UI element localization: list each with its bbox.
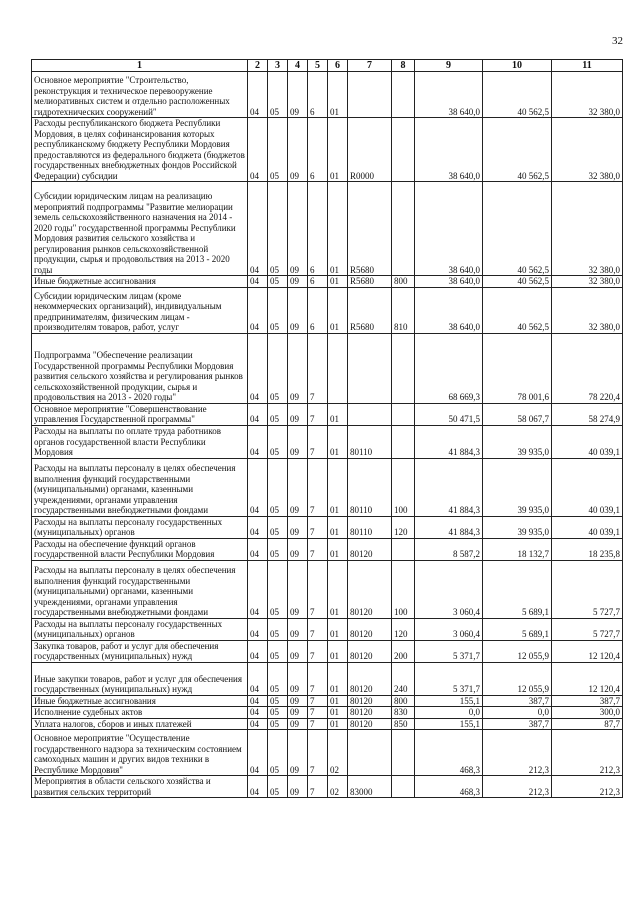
- cell-col-5: 7: [308, 776, 328, 798]
- cell-col-7: R5680: [348, 287, 392, 333]
- cell-amount-col-10: 212,3: [483, 776, 552, 798]
- cell-col-6: 02: [328, 776, 348, 798]
- cell-col-7: 80110: [348, 425, 392, 458]
- cell-col-5: 7: [308, 333, 328, 403]
- table-header: [32, 60, 623, 72]
- cell-col-2: 04: [248, 695, 268, 707]
- cell-col-8: [392, 72, 415, 118]
- cell-col-7: 80120: [348, 695, 392, 707]
- cell-amount-col-10: 39 935,0: [483, 516, 552, 538]
- cell-amount-col-9: 155,1: [415, 718, 483, 730]
- cell-amount-col-11: 387,7: [552, 695, 623, 707]
- cell-col-7: [348, 72, 392, 118]
- cell-amount-col-11: 5 727,7: [552, 618, 623, 640]
- cell-col-5: 7: [308, 718, 328, 730]
- header-row: [32, 60, 623, 72]
- table-row: [32, 276, 623, 288]
- cell-col-3: 05: [268, 730, 288, 776]
- cell-amount-col-11: 32 380,0: [552, 72, 623, 118]
- cell-col-3: 05: [268, 560, 288, 618]
- table-row: [32, 333, 623, 403]
- cell-col-3: 05: [268, 516, 288, 538]
- cell-col-3: 05: [268, 276, 288, 288]
- cell-amount-col-10: 39 935,0: [483, 458, 552, 516]
- cell-name: Закупка товаров, работ и услуг для обеспечения государственных (муниципальных) нужд: [32, 640, 248, 662]
- cell-amount-col-11: 12 120,4: [552, 640, 623, 662]
- cell-col-2: 04: [248, 118, 268, 182]
- cell-amount-col-10: 39 935,0: [483, 425, 552, 458]
- cell-col-6: 01: [328, 182, 348, 276]
- cell-name: Исполнение судебных актов: [32, 707, 248, 719]
- cell-col-6: 01: [328, 538, 348, 560]
- cell-col-8: 100: [392, 458, 415, 516]
- table-row: [32, 118, 623, 182]
- cell-name: Основное мероприятие "Осуществление государственного надзора за техническим состоянием самоходных машин и других видов техники в Республике Мордовия": [32, 730, 248, 776]
- cell-col-8: 120: [392, 516, 415, 538]
- cell-name: Расходы на обеспечение функций органов государственной власти Республики Мордовия: [32, 538, 248, 560]
- table-row: [32, 403, 623, 425]
- cell-amount-col-9: 38 640,0: [415, 118, 483, 182]
- cell-col-8: [392, 118, 415, 182]
- cell-amount-col-11: 300,0: [552, 707, 623, 719]
- cell-col-2: 04: [248, 538, 268, 560]
- cell-amount-col-9: 41 884,3: [415, 458, 483, 516]
- cell-amount-col-9: 8 587,2: [415, 538, 483, 560]
- table-row: [32, 707, 623, 719]
- cell-col-2: 04: [248, 287, 268, 333]
- cell-col-6: 01: [328, 662, 348, 695]
- page-number: 32: [612, 35, 623, 47]
- cell-col-2: 04: [248, 640, 268, 662]
- cell-col-8: [392, 730, 415, 776]
- cell-col-2: 04: [248, 182, 268, 276]
- cell-col-3: 05: [268, 776, 288, 798]
- cell-col-8: [392, 403, 415, 425]
- cell-amount-col-9: 41 884,3: [415, 425, 483, 458]
- cell-amount-col-9: 50 471,5: [415, 403, 483, 425]
- cell-col-6: 01: [328, 458, 348, 516]
- cell-col-7: 80120: [348, 662, 392, 695]
- cell-col-7: [348, 403, 392, 425]
- cell-col-3: 05: [268, 118, 288, 182]
- cell-col-3: 05: [268, 72, 288, 118]
- cell-col-7: [348, 730, 392, 776]
- cell-col-3: 05: [268, 695, 288, 707]
- cell-col-4: 09: [288, 662, 308, 695]
- table-row: [32, 287, 623, 333]
- cell-col-8: 200: [392, 640, 415, 662]
- cell-amount-col-9: 5 371,7: [415, 640, 483, 662]
- cell-col-5: 7: [308, 695, 328, 707]
- header-col-2: 2: [248, 60, 268, 72]
- cell-col-7: 80120: [348, 718, 392, 730]
- table-row: [32, 662, 623, 695]
- cell-col-5: 6: [308, 118, 328, 182]
- table-row: [32, 640, 623, 662]
- cell-amount-col-10: 40 562,5: [483, 118, 552, 182]
- cell-name: Субсидии юридическим лицам на реализацию мероприятий подпрограммы "Развитие мелиорации земель сельскохозяйственного назначения на 2014 - 2020 годы" государственной программы Республики Мордовия развития сельского хозяйства и регулирования рынков сельскохозяйственной продукции, сырья и продовольствия на 2013 - 2020 годы: [32, 182, 248, 276]
- cell-col-7: R5680: [348, 276, 392, 288]
- cell-col-4: 09: [288, 276, 308, 288]
- cell-col-4: 09: [288, 425, 308, 458]
- cell-col-2: 04: [248, 618, 268, 640]
- cell-col-2: 04: [248, 776, 268, 798]
- cell-amount-col-10: 40 562,5: [483, 287, 552, 333]
- cell-amount-col-11: 32 380,0: [552, 182, 623, 276]
- table-row: [32, 516, 623, 538]
- cell-col-2: 04: [248, 730, 268, 776]
- cell-col-6: 01: [328, 516, 348, 538]
- cell-col-3: 05: [268, 718, 288, 730]
- cell-col-6: 01: [328, 276, 348, 288]
- cell-col-4: 09: [288, 730, 308, 776]
- cell-amount-col-9: 38 640,0: [415, 287, 483, 333]
- cell-col-6: 01: [328, 718, 348, 730]
- header-col-9: 9: [415, 60, 483, 72]
- cell-amount-col-10: 58 067,7: [483, 403, 552, 425]
- cell-col-4: 09: [288, 718, 308, 730]
- cell-amount-col-9: 68 669,3: [415, 333, 483, 403]
- cell-col-6: 01: [328, 560, 348, 618]
- cell-col-4: 09: [288, 516, 308, 538]
- cell-name: Иные бюджетные ассигнования: [32, 695, 248, 707]
- cell-col-7: 80120: [348, 707, 392, 719]
- cell-col-5: 7: [308, 707, 328, 719]
- table-row: [32, 538, 623, 560]
- cell-col-5: 6: [308, 276, 328, 288]
- header-col-1: 1: [32, 60, 248, 72]
- table-row: [32, 618, 623, 640]
- cell-name: Расходы республиканского бюджета Республики Мордовия, в целях софинансирования которых республиканскому бюджету Республики Мордовия предоставляются из федерального бюджета (бюджетов государственных внебюджетных фондов Российской Федерации) субсидии: [32, 118, 248, 182]
- cell-col-2: 04: [248, 403, 268, 425]
- cell-col-8: 100: [392, 560, 415, 618]
- cell-amount-col-10: 40 562,5: [483, 276, 552, 288]
- header-col-7: 7: [348, 60, 392, 72]
- cell-amount-col-10: 18 132,7: [483, 538, 552, 560]
- cell-col-2: 04: [248, 333, 268, 403]
- cell-col-5: 7: [308, 425, 328, 458]
- cell-name: Иные закупки товаров, работ и услуг для обеспечения государственных (муниципальных) нужд: [32, 662, 248, 695]
- cell-col-4: 09: [288, 560, 308, 618]
- cell-col-5: 7: [308, 560, 328, 618]
- cell-col-8: 850: [392, 718, 415, 730]
- cell-col-8: [392, 776, 415, 798]
- header-col-11: 11: [552, 60, 623, 72]
- cell-name: Уплата налогов, сборов и иных платежей: [32, 718, 248, 730]
- cell-amount-col-11: 12 120,4: [552, 662, 623, 695]
- cell-col-3: 05: [268, 707, 288, 719]
- cell-amount-col-10: 212,3: [483, 730, 552, 776]
- cell-col-2: 04: [248, 72, 268, 118]
- cell-col-5: 7: [308, 640, 328, 662]
- cell-col-6: 01: [328, 618, 348, 640]
- cell-col-6: [328, 333, 348, 403]
- cell-col-3: 05: [268, 618, 288, 640]
- cell-col-4: 09: [288, 458, 308, 516]
- cell-col-8: 800: [392, 276, 415, 288]
- table-row: [32, 560, 623, 618]
- cell-amount-col-11: 5 727,7: [552, 560, 623, 618]
- cell-col-5: 6: [308, 72, 328, 118]
- cell-col-5: 6: [308, 182, 328, 276]
- cell-col-6: 02: [328, 730, 348, 776]
- cell-col-6: 01: [328, 287, 348, 333]
- cell-amount-col-9: 38 640,0: [415, 72, 483, 118]
- cell-col-5: 7: [308, 662, 328, 695]
- cell-col-2: 04: [248, 718, 268, 730]
- cell-col-7: [348, 333, 392, 403]
- cell-amount-col-9: 5 371,7: [415, 662, 483, 695]
- cell-amount-col-9: 41 884,3: [415, 516, 483, 538]
- cell-col-4: 09: [288, 776, 308, 798]
- cell-col-2: 04: [248, 707, 268, 719]
- cell-col-7: 80120: [348, 618, 392, 640]
- cell-col-3: 05: [268, 287, 288, 333]
- cell-amount-col-11: 18 235,8: [552, 538, 623, 560]
- cell-amount-col-9: 468,3: [415, 730, 483, 776]
- cell-name: Расходы на выплаты по оплате труда работников органов государственной власти Республики Мордовия: [32, 425, 248, 458]
- cell-amount-col-9: 38 640,0: [415, 182, 483, 276]
- table-row: [32, 776, 623, 798]
- cell-col-7: 80120: [348, 640, 392, 662]
- cell-name: Подпрограмма "Обеспечение реализации Государственной программы Республики Мордовия развития сельского хозяйства и регулирования рынков сельскохозяйственной продукции, сырья и продовольствия на 2013 - 2020 годы": [32, 333, 248, 403]
- cell-col-3: 05: [268, 458, 288, 516]
- cell-col-2: 04: [248, 458, 268, 516]
- cell-amount-col-10: 5 689,1: [483, 560, 552, 618]
- cell-amount-col-9: 468,3: [415, 776, 483, 798]
- cell-name: Основное мероприятие "Совершенствование управления Государственной программы": [32, 403, 248, 425]
- cell-amount-col-10: 5 689,1: [483, 618, 552, 640]
- cell-amount-col-11: 87,7: [552, 718, 623, 730]
- cell-col-8: 240: [392, 662, 415, 695]
- cell-amount-col-11: 32 380,0: [552, 118, 623, 182]
- cell-col-7: 80110: [348, 458, 392, 516]
- cell-col-5: 7: [308, 730, 328, 776]
- cell-name: Расходы на выплаты персоналу в целях обеспечения выполнения функций государственными (муниципальными) органами, казенными учреждениями, органами управления государственными внебюджетными фондами: [32, 458, 248, 516]
- cell-col-4: 09: [288, 403, 308, 425]
- cell-col-6: 01: [328, 118, 348, 182]
- cell-col-5: 7: [308, 538, 328, 560]
- cell-col-6: 01: [328, 707, 348, 719]
- cell-col-4: 09: [288, 118, 308, 182]
- cell-amount-col-11: 40 039,1: [552, 516, 623, 538]
- cell-amount-col-10: 0,0: [483, 707, 552, 719]
- cell-col-3: 05: [268, 538, 288, 560]
- cell-col-7: 80120: [348, 560, 392, 618]
- cell-amount-col-11: 32 380,0: [552, 287, 623, 333]
- cell-name: Основное мероприятие "Строительство, реконструкция и техническое перевооружение мелиоративных систем и отдельно расположенных гидротехнических сооружений": [32, 72, 248, 118]
- cell-col-3: 05: [268, 640, 288, 662]
- cell-col-6: 01: [328, 403, 348, 425]
- header-col-4: 4: [288, 60, 308, 72]
- cell-col-8: 830: [392, 707, 415, 719]
- cell-col-2: 04: [248, 516, 268, 538]
- cell-col-8: 120: [392, 618, 415, 640]
- header-col-8: 8: [392, 60, 415, 72]
- cell-col-2: 04: [248, 662, 268, 695]
- header-col-6: 6: [328, 60, 348, 72]
- cell-amount-col-9: 0,0: [415, 707, 483, 719]
- cell-amount-col-9: 155,1: [415, 695, 483, 707]
- cell-col-7: 83000: [348, 776, 392, 798]
- cell-amount-col-10: 12 055,9: [483, 640, 552, 662]
- cell-name: Расходы на выплаты персоналу государственных (муниципальных) органов: [32, 516, 248, 538]
- cell-col-4: 09: [288, 182, 308, 276]
- cell-amount-col-9: 3 060,4: [415, 560, 483, 618]
- cell-col-5: 7: [308, 618, 328, 640]
- cell-col-4: 09: [288, 72, 308, 118]
- table-row: [32, 458, 623, 516]
- cell-col-4: 09: [288, 640, 308, 662]
- cell-col-5: 7: [308, 458, 328, 516]
- cell-name: Мероприятия в области сельского хозяйства и развития сельских территорий: [32, 776, 248, 798]
- cell-col-6: 01: [328, 695, 348, 707]
- cell-col-6: 01: [328, 640, 348, 662]
- cell-name: Расходы на выплаты персоналу в целях обеспечения выполнения функций государственными (муниципальными) органами, казенными учреждениями, органами управления государственными внебюджетными фондами: [32, 560, 248, 618]
- cell-col-4: 09: [288, 333, 308, 403]
- cell-col-4: 09: [288, 287, 308, 333]
- table-row: [32, 730, 623, 776]
- cell-amount-col-10: 387,7: [483, 695, 552, 707]
- cell-amount-col-11: 40 039,1: [552, 458, 623, 516]
- cell-amount-col-10: 40 562,5: [483, 182, 552, 276]
- cell-col-8: [392, 538, 415, 560]
- cell-col-7: 80120: [348, 538, 392, 560]
- cell-amount-col-11: 40 039,1: [552, 425, 623, 458]
- cell-col-7: 80110: [348, 516, 392, 538]
- table-row: [32, 72, 623, 118]
- cell-name: Субсидии юридическим лицам (кроме некоммерческих организаций), индивидуальным предпринимателям, физическим лицам - производителям товаров, работ, услуг: [32, 287, 248, 333]
- cell-col-2: 04: [248, 276, 268, 288]
- cell-amount-col-11: 32 380,0: [552, 276, 623, 288]
- cell-name: Иные бюджетные ассигнования: [32, 276, 248, 288]
- cell-name: Расходы на выплаты персоналу государственных (муниципальных) органов: [32, 618, 248, 640]
- header-col-3: 3: [268, 60, 288, 72]
- cell-amount-col-10: 387,7: [483, 718, 552, 730]
- cell-col-2: 04: [248, 560, 268, 618]
- cell-col-4: 09: [288, 695, 308, 707]
- cell-col-5: 7: [308, 403, 328, 425]
- cell-col-8: [392, 333, 415, 403]
- cell-col-3: 05: [268, 425, 288, 458]
- cell-amount-col-10: 40 562,5: [483, 72, 552, 118]
- cell-amount-col-11: 212,3: [552, 776, 623, 798]
- cell-amount-col-11: 78 220,4: [552, 333, 623, 403]
- header-col-10: 10: [483, 60, 552, 72]
- cell-col-6: 01: [328, 72, 348, 118]
- table-row: [32, 182, 623, 276]
- cell-amount-col-11: 212,3: [552, 730, 623, 776]
- cell-amount-col-9: 3 060,4: [415, 618, 483, 640]
- cell-col-3: 05: [268, 403, 288, 425]
- cell-col-8: [392, 182, 415, 276]
- cell-col-7: R5680: [348, 182, 392, 276]
- cell-amount-col-10: 12 055,9: [483, 662, 552, 695]
- cell-col-8: 800: [392, 695, 415, 707]
- table-body: [32, 72, 623, 798]
- cell-col-4: 09: [288, 707, 308, 719]
- cell-col-4: 09: [288, 618, 308, 640]
- cell-col-8: [392, 425, 415, 458]
- cell-col-8: 810: [392, 287, 415, 333]
- cell-col-5: 6: [308, 287, 328, 333]
- cell-col-3: 05: [268, 662, 288, 695]
- table-row: [32, 718, 623, 730]
- cell-col-3: 05: [268, 182, 288, 276]
- budget-table: [31, 59, 623, 798]
- cell-col-3: 05: [268, 333, 288, 403]
- cell-amount-col-10: 78 001,6: [483, 333, 552, 403]
- cell-col-4: 09: [288, 538, 308, 560]
- cell-col-7: R0000: [348, 118, 392, 182]
- cell-amount-col-11: 58 274,9: [552, 403, 623, 425]
- header-col-5: 5: [308, 60, 328, 72]
- cell-amount-col-9: 38 640,0: [415, 276, 483, 288]
- table-row: [32, 695, 623, 707]
- cell-col-6: 01: [328, 425, 348, 458]
- cell-col-2: 04: [248, 425, 268, 458]
- cell-col-5: 7: [308, 516, 328, 538]
- table-row: [32, 425, 623, 458]
